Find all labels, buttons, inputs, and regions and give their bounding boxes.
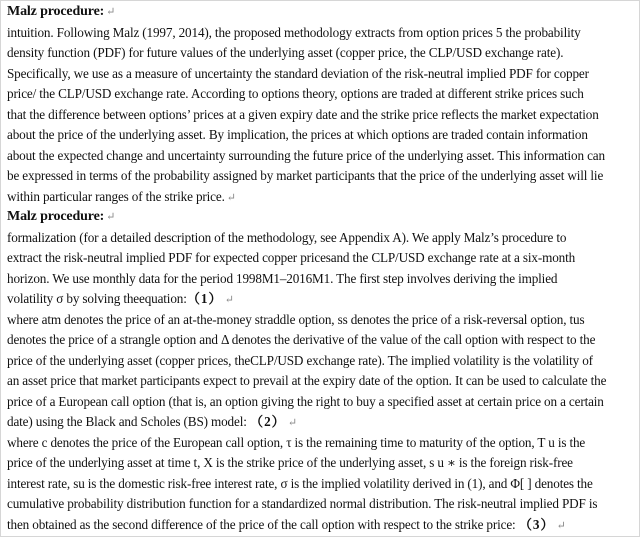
text-line: formalization (for a detailed description of the methodology, see Appendix A). We apply Malz’s procedure to (7, 229, 567, 245)
paragraph-mark-icon: ↵ (556, 519, 566, 532)
text-line: date) using the Black and Scholes (BS) model: （2） ↵ (7, 414, 297, 429)
section-heading: Malz procedure: ↵ (7, 209, 116, 224)
text-line: price of the underlying asset at time t, X is the strike price of the underlying asset, s u ∗ is the foreign risk-free (7, 455, 573, 470)
text-line: where atm denotes the price of an at-the-money straddle option, ss denotes the price of a risk-reversal option, tus (7, 311, 585, 327)
text-line: price of a European call option (that is, an option giving the right to buy a specified asset at certain price on a certain (7, 393, 604, 409)
text-line: that the difference between options’ prices at a given expiry date and the strike price reflects the market expectation (7, 106, 599, 122)
text-line: Specifically, we use as a measure of uncertainty the standard deviation of the risk-neutral implied PDF for copper (7, 65, 589, 81)
volatility-paragraph (7, 310, 629, 433)
text-line: denotes the price of a strangle option and Δ denotes the derivative of the value of the call option with respect to the (7, 332, 596, 347)
text-line: about the expected change and uncertainty surrounding the future price of the underlying asset. This information can (7, 147, 605, 163)
text-line: cumulative probability distribution function for a standardized normal distribution. The risk-neutral implied PDF is (7, 496, 598, 511)
equation-label: （1） (186, 291, 223, 306)
text-line: within particular ranges of the strike price. ↵ (7, 188, 236, 204)
formalization-paragraph (7, 228, 629, 310)
paragraph-mark-icon: ↵ (226, 191, 236, 204)
text-line: then obtained as the second difference of the price of the call option with respect to the strike price: （3） ↵ (7, 516, 566, 532)
section-heading: Malz procedure: ↵ (7, 4, 116, 19)
text-line: price/ the CLP/USD exchange rate. According to options theory, options are traded at different strike prices such (7, 86, 584, 101)
definitions-paragraph (7, 433, 629, 536)
text-line: be expressed in terms of the probability assigned by market participants that the price of the underlying asset will lie (7, 168, 604, 183)
text-line: interest rate, su is the domestic risk-free interest rate, σ is the implied volatility derived in (1), and Φ[ ] denotes the (7, 475, 593, 491)
paragraph-mark-icon: ↵ (106, 6, 116, 18)
equation-label: （2） (249, 414, 286, 429)
text-line: density function (PDF) for future values of the underlying asset (copper price, the CLP/USD exchange rate). (7, 45, 564, 60)
equation-label: （3） (518, 516, 555, 532)
text-line: extract the risk-neutral implied PDF for expected copper pricesand the CLP/USD exchange rate at a six-month (7, 250, 576, 265)
intro-paragraph (7, 23, 629, 208)
text-line: an asset price that market participants expect to prevail at the expiry date of the option. It can be used to calculate the (7, 373, 607, 388)
text-line: intuition. Following Malz (1997, 2014), the proposed methodology extracts from option prices 5 the probability (7, 24, 581, 40)
text-line: about the price of the underlying asset. By implication, the prices at which options are traded contain information (7, 127, 588, 142)
paragraph-mark-icon: ↵ (224, 294, 234, 306)
text-line: volatility σ by solving theequation:（1） ↵ (7, 291, 234, 306)
paragraph-mark-icon: ↵ (287, 417, 297, 429)
paragraph-mark-icon: ↵ (106, 211, 116, 223)
text-line: price of the underlying asset (copper prices, theCLP/USD exchange rate). The implied volatility is the volatility of (7, 352, 593, 368)
text-line: horizon. We use monthly data for the period 1998M1–2016M1. The first step involves deriving the implied (7, 270, 558, 286)
text-line: where c denotes the price of the European call option, τ is the remaining time to maturity of the option, T u is the (7, 434, 586, 450)
